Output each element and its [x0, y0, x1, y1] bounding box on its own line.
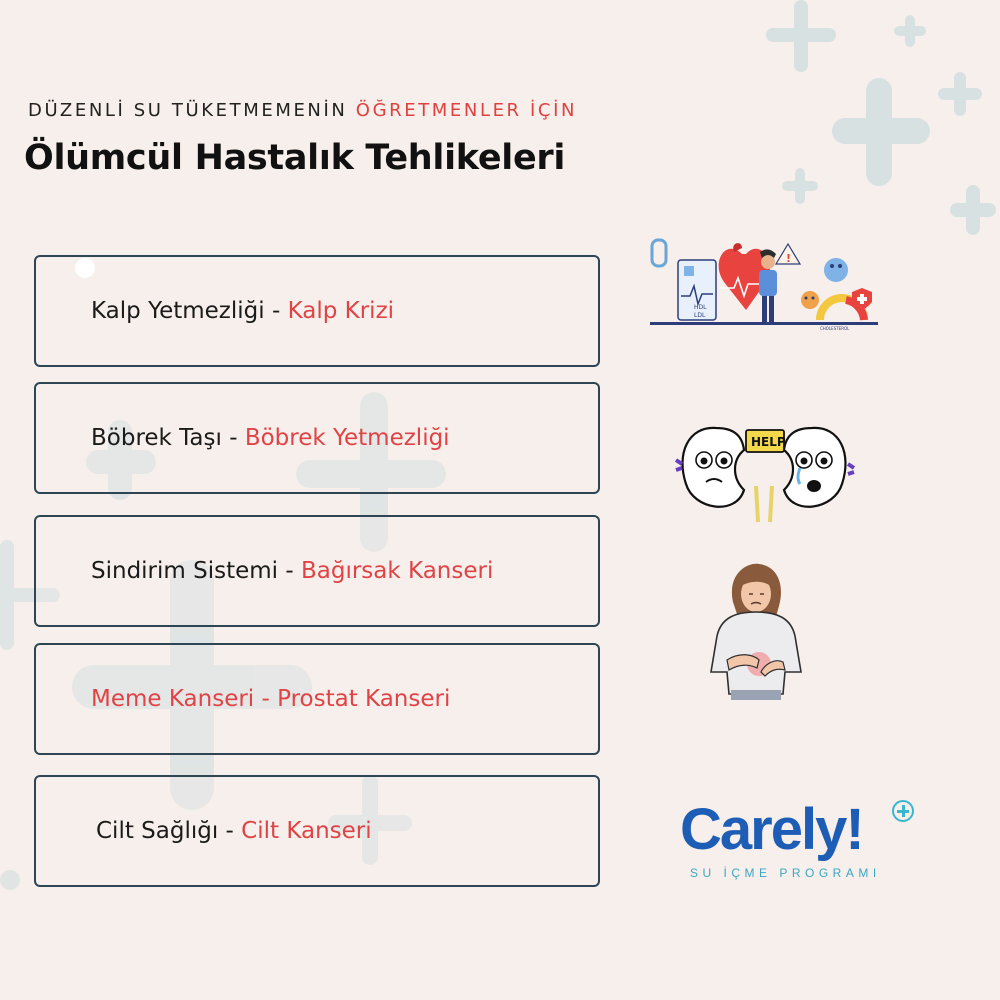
brand-name: Carely!	[680, 797, 863, 862]
brand-tagline: SU İÇME PROGRAMI	[690, 866, 881, 880]
card-condition: Kalp Yetmezliği	[91, 298, 265, 324]
card-text	[91, 686, 450, 712]
disease-card-digestive	[34, 515, 600, 627]
card-text	[96, 818, 372, 844]
card-text	[91, 558, 493, 584]
page-title: Ölümcül Hastalık Tehlikeleri	[24, 138, 566, 178]
disease-card-kidney	[34, 382, 600, 494]
heart-health-illustration	[650, 232, 880, 332]
card-separator: -	[278, 558, 301, 584]
card-risk: Kalp Krizi	[287, 298, 395, 324]
decorative-dot	[75, 258, 95, 278]
cholesterol-tag: CHOLESTEROL	[820, 326, 850, 331]
chart-label-hdl: HDL	[694, 304, 707, 311]
page-kicker	[28, 100, 577, 121]
disease-card-skin	[34, 775, 600, 887]
card-risk: Meme Kanseri - Prostat Kanseri	[91, 686, 451, 712]
stomach-pain-illustration	[705, 560, 805, 702]
chart-label-ldl: LDL	[694, 312, 706, 319]
card-condition: Cilt Sağlığı	[96, 818, 219, 844]
kidneys-illustration	[672, 412, 857, 524]
brand-logo	[680, 796, 930, 886]
card-condition: Böbrek Taşı	[91, 425, 222, 451]
card-text	[91, 298, 394, 324]
disease-card-cancer	[34, 643, 600, 755]
card-risk: Bağırsak Kanseri	[300, 558, 494, 584]
svg-text:!: !	[786, 252, 792, 265]
card-condition: Sindirim Sistemi	[91, 558, 279, 584]
card-separator: -	[221, 425, 245, 451]
plus-circle-icon	[892, 800, 914, 822]
kicker-text: DÜZENLİ SU TÜKETMEMENİN	[28, 100, 348, 121]
kicker-accent-text: ÖĞRETMENLER İÇİN	[355, 100, 578, 121]
disease-card-heart	[34, 255, 600, 367]
card-separator: -	[264, 298, 288, 324]
card-text	[91, 425, 450, 451]
card-risk: Böbrek Yetmezliği	[244, 425, 450, 451]
card-separator: -	[218, 818, 242, 844]
help-sign-text: HELP	[751, 435, 786, 449]
card-risk: Cilt Kanseri	[241, 818, 372, 844]
